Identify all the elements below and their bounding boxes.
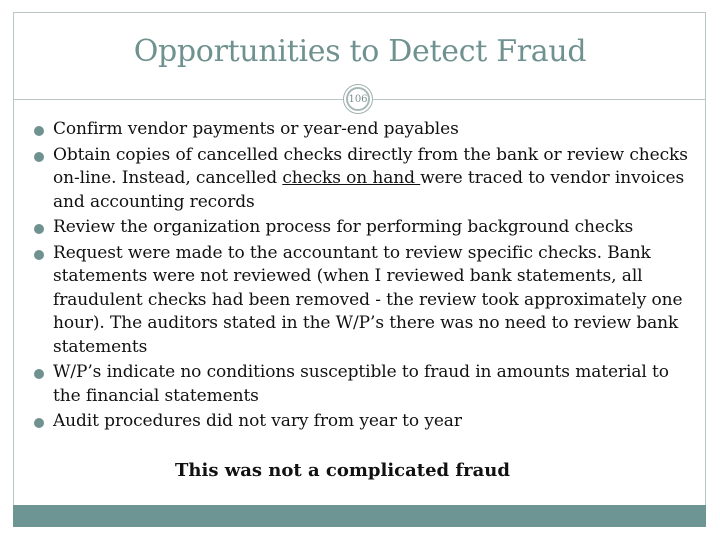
page-number: 106 (346, 87, 370, 111)
bullet-text: were traced to vendor invoices and accounting records (53, 168, 685, 212)
underlined-text: checks on hand (282, 168, 421, 188)
bullet-item (34, 144, 689, 215)
footer-bar (13, 505, 706, 527)
bullet-item: W/P’s indicate no conditions susceptible to fraud in amounts material to the financial statements (34, 361, 689, 408)
slide-title: Opportunities to Detect Fraud (133, 34, 587, 69)
bullet-item: Confirm vendor payments or year-end payables (34, 118, 689, 142)
bullet-item: Review the organization process for performing background checks (34, 216, 689, 240)
page-number-badge (343, 84, 373, 114)
bullet-text: Obtain copies of cancelled checks directly from the bank or review checks on-line. Instead, cancelled (53, 144, 688, 188)
bullet-item: Audit procedures did not vary from year to year (34, 410, 689, 434)
bullet-list (34, 118, 689, 436)
summary-statement: This was not a complicated fraud (175, 460, 510, 481)
bullet-item: Request were made to the accountant to review specific checks. Bank statements were not reviewed (when I reviewed bank statements, all fraudulent checks had been removed - the review took approximately one hour). The auditors stated in the W/P’s there was no need to review bank statements (34, 242, 689, 360)
